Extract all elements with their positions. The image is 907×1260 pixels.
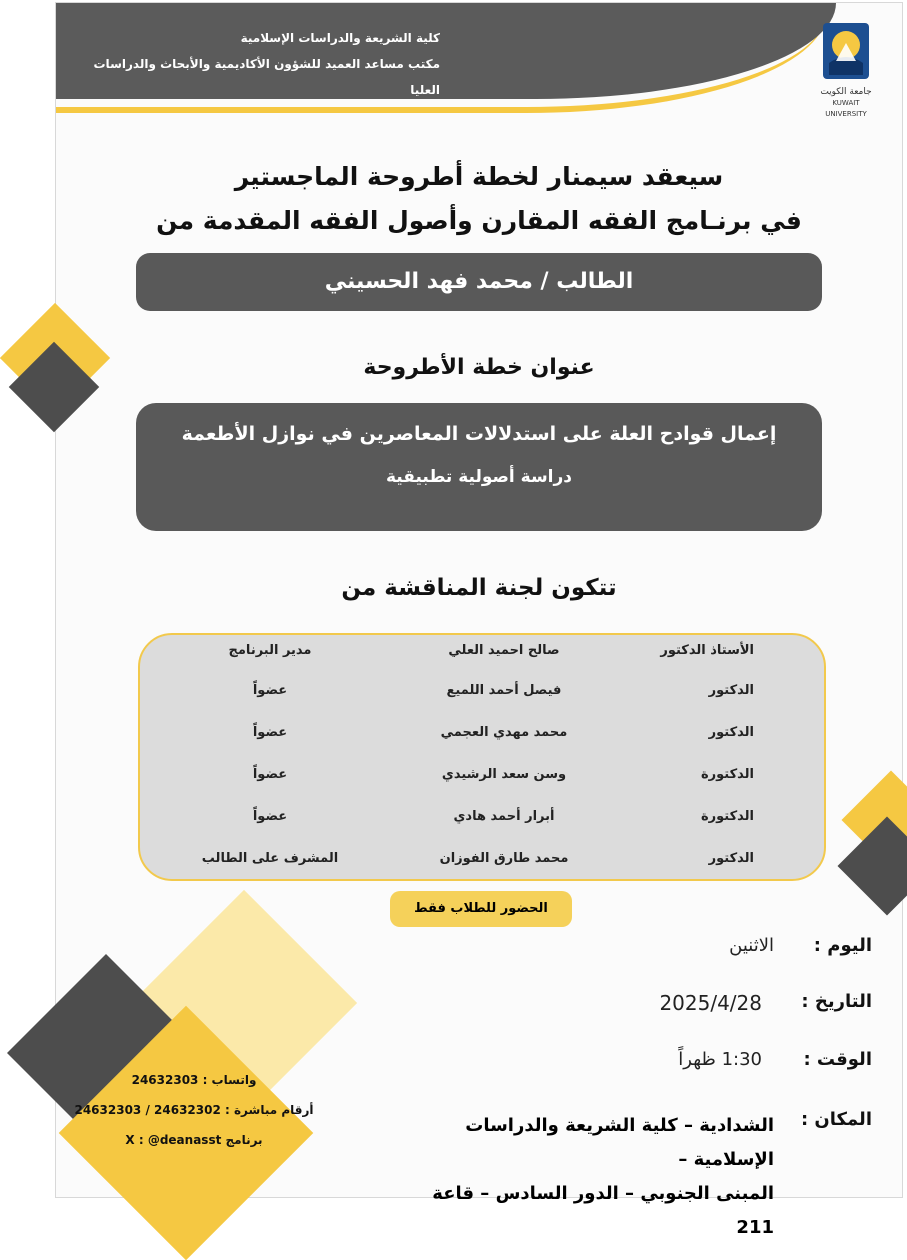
logo-text-en: KUWAIT UNIVERSITY [825, 99, 867, 118]
thesis-title-line-1: إعمال قوادح العلة على استدلالات المعاصرين في نوازل الأطعمة [181, 423, 777, 445]
committee-heading: تتكون لجنة المناقشة من [341, 575, 617, 601]
attendance-note: الحضور للطلاب فقط [390, 891, 572, 927]
committee-row [140, 809, 824, 849]
decor-diamond-dark-right [838, 817, 907, 916]
thesis-title-line-2: دراسة أصولية تطبيقية [385, 467, 573, 487]
member-title: الدكتور [708, 851, 754, 866]
member-title: الدكتورة [700, 767, 754, 782]
committee-row [140, 767, 824, 807]
time-value: 1:30 ظهراً [678, 1049, 762, 1070]
member-title: الأستاذ الدكتور [660, 643, 754, 658]
direct-numbers: أرقام مباشرة : 24632302 / 24632303 [74, 1103, 314, 1117]
thesis-heading: عنوان خطة الأطروحة [363, 355, 595, 380]
place-line-1: الشدادية – كلية الشريعة والدراسات الإسلامية – [465, 1115, 774, 1170]
whatsapp-number: واتساب : 24632303 [131, 1073, 257, 1087]
date-value: 2025/4/28 [659, 991, 762, 1015]
place-value [394, 1109, 774, 1245]
member-name: صالح احميد العلي [448, 643, 560, 658]
member-name: أبرار أحمد هادي [453, 809, 555, 824]
committee-row [140, 725, 824, 765]
day-label: اليوم : [813, 935, 872, 956]
member-title: الدكتورة [700, 809, 754, 824]
member-role: عضواً [252, 809, 288, 824]
thesis-title-banner [136, 403, 822, 531]
office-name: مكتب مساعد العميد للشؤون الأكاديمية والأبحاث والدراسات العليا [93, 57, 440, 97]
member-name: فيصل أحمد اللميع [446, 683, 562, 698]
committee-row [140, 851, 824, 891]
member-role: عضواً [252, 725, 288, 740]
day-value: الاثنين [729, 935, 774, 956]
committee-row [140, 683, 824, 723]
member-role: عضواً [252, 767, 288, 782]
member-title: الدكتور [708, 683, 754, 698]
committee-row [140, 643, 824, 683]
university-logo [814, 21, 878, 118]
member-name: وسن سعد الرشيدي [441, 767, 567, 782]
logo-text-ar: جامعة الكويت [820, 87, 872, 97]
title-line-1: سيعقد سيمنار لخطة أطروحة الماجستير [234, 162, 724, 191]
member-role: مدير البرنامج [228, 643, 312, 658]
student-name-banner: الطالب / محمد فهد الحسيني [136, 253, 822, 311]
member-name: محمد مهدي العجمي [440, 725, 568, 740]
contact-info [74, 1065, 314, 1155]
college-name: كلية الشريعة والدراسات الإسلامية [240, 31, 440, 45]
seminar-title [56, 155, 902, 243]
member-title: الدكتور [708, 725, 754, 740]
member-role: المشرف على الطالب [201, 851, 339, 866]
member-name: محمد طارق الفوزان [439, 851, 569, 866]
member-role: عضواً [252, 683, 288, 698]
committee-list [138, 633, 826, 881]
header-text [60, 25, 440, 103]
title-line-2: في برنـامج الفقه المقارن وأصول الفقه المقدمة من [156, 206, 802, 235]
university-emblem-icon [821, 21, 871, 81]
flyer-page [55, 2, 903, 1238]
x-handle: برنامج X : @deanasst [125, 1133, 263, 1147]
date-label: التاريخ : [801, 991, 872, 1012]
place-label: المكان : [800, 1109, 872, 1130]
time-label: الوقت : [803, 1049, 872, 1070]
place-line-2: المبنى الجنوبي – الدور السادس – قاعة 211 [432, 1183, 774, 1238]
